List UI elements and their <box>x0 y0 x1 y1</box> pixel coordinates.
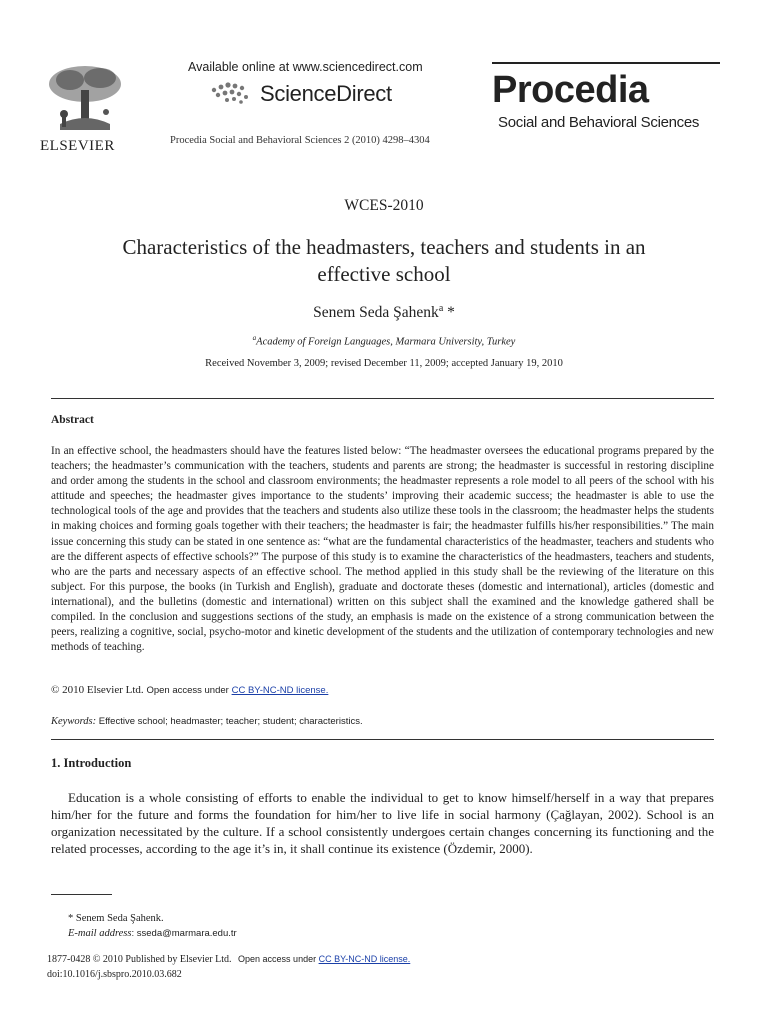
keywords-text: Effective school; headmaster; teacher; student; characteristics. <box>98 716 363 727</box>
sciencedirect-logo <box>208 80 392 110</box>
footnote-author: * Senem Seda Şahenk. <box>68 913 164 924</box>
footer-issn-line <box>47 954 410 965</box>
affiliation <box>0 334 768 348</box>
open-access-label: Open access under <box>146 685 229 696</box>
doi: doi:10.1016/j.sbspro.2010.03.682 <box>47 969 182 980</box>
footnote-email-line <box>68 928 237 939</box>
publisher-name: ELSEVIER <box>40 138 115 154</box>
paper-title-line-2: effective school <box>317 262 451 286</box>
paper-title-line-1: Characteristics of the headmasters, teachers and students in an <box>122 235 646 259</box>
sciencedirect-wordmark: ScienceDirect <box>260 81 392 106</box>
paper-title <box>0 234 768 288</box>
footer-license-link[interactable]: CC BY-NC-ND license. <box>318 954 411 964</box>
copyright-line <box>51 684 328 696</box>
introduction-text: Education is a whole consisting of efforts to enable the individual to get to know himself/herself in a way that prepares him/her for the future and forms the foundation for him/her to live life in social harmony (Çağlayan, 2002). School is an organization necessitated by the culture. If a school consistently undergoes certain changes concerning its functioning and the related processes, according to the age it’s in, it shall continue its existence (Özdemir, 2000). <box>51 790 714 856</box>
introduction-heading: 1. Introduction <box>51 756 132 770</box>
email-label: E-mail address <box>68 928 132 939</box>
procedia-subtitle: Social and Behavioral Sciences <box>498 114 700 131</box>
procedia-title: Procedia <box>492 69 649 111</box>
available-online: Available online at www.sciencedirect.com <box>188 60 423 74</box>
license-link[interactable]: CC BY-NC-ND license. <box>231 685 329 696</box>
author-corresponding-mark: * <box>443 304 455 322</box>
footer-open-access-label: Open access under <box>238 954 317 964</box>
author-name: Senem Seda Şahenk <box>313 304 439 322</box>
keywords-label: Keywords: <box>51 716 97 727</box>
rule-bottom <box>51 739 714 740</box>
procedia-divider <box>492 62 720 64</box>
journal-reference: Procedia Social and Behavioral Sciences 2 (2010) 4298–4304 <box>170 135 430 146</box>
affiliation-mark: a <box>252 334 257 342</box>
procedia-logo <box>492 62 727 131</box>
affiliation-text: Academy of Foreign Languages, Marmara University, Turkey <box>256 336 516 348</box>
sciencedirect-dots-icon <box>208 80 256 108</box>
received-dates: Received November 3, 2009; revised December 11, 2009; accepted January 19, 2010 <box>205 358 563 369</box>
keywords-line <box>51 716 363 727</box>
email-address: : sseda@marmara.edu.tr <box>131 928 237 939</box>
footnote-rule <box>51 894 112 895</box>
elsevier-logo <box>40 62 130 152</box>
author-affiliation-mark: a <box>438 303 444 314</box>
rule-top <box>51 398 714 399</box>
author-line <box>0 303 768 322</box>
abstract-heading: Abstract <box>51 414 94 426</box>
issn: 1877-0428 © 2010 Published by Elsevier Ltd. <box>47 954 232 965</box>
copyright: © 2010 Elsevier Ltd. <box>51 684 144 696</box>
abstract-text: In an effective school, the headmasters should have the features listed below: “The headmaster oversees the educational programs prepared by the teachers; the headmaster’s communication with the teachers, students and parents are strong; the headmaster is successful in restoring discipline and order among the students in the school and classroom environments; the headmaster represents a role model to all peers of the school with his attitude and speeches; the headmaster gives importance to the students’ improving their academic success; the headmaster is able to use the technological tools of the age and provides that the teachers and students also utilize these tools in the classroom; the headmaster helps the students in making choices and forming goals together with their teachers; the headmaster is fair; the headmaster fulfills his/her responsibilities.” The main issue concerning this study can be stated in one sentence as: “what are the fundamental characteristics of the headmaster, teachers and students who are the different aspects of effective schools?” The purpose of this study is to examine the characteristics of the headmasters, teachers and students, who are the parts and necessary aspects of an effective school. The method applied in this study shall be the reviewing of the literature on this subject. For this purpose, the books (in Turkish and English), graduate and doctorate theses (domestic and international), articles (domestic and international), and the bulletins (domestic and international) written on this subject shall the examined and the knowledge gathered shall be compiled. In the conclusion and suggestions sections of the study, an emphasis is made on the existence of a strong communication between the peers, realizing a cognitive, social, psycho-motor and kinetic development of the students and the utilization of contemporary technologies and new methods of teaching. <box>51 445 714 654</box>
conference-name: WCES-2010 <box>344 197 424 214</box>
elsevier-tree-icon <box>40 62 130 132</box>
